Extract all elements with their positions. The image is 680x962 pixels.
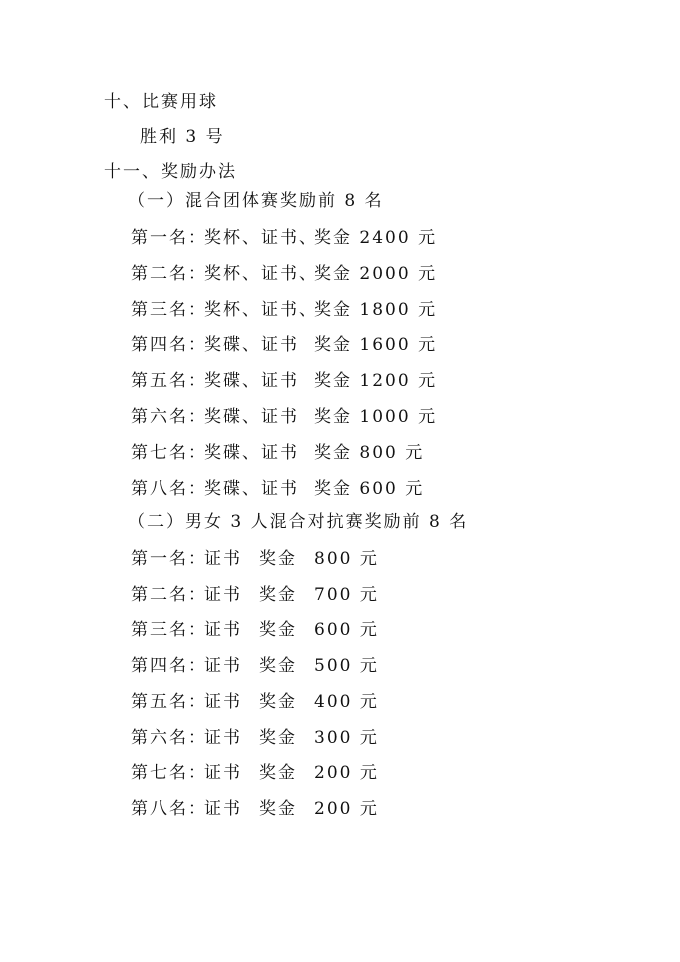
prize-amount: 奖金 600 元 [314, 478, 425, 499]
award-items: 奖碟、证书 [204, 407, 299, 427]
award-items: 证书 [204, 656, 242, 677]
prize-label: 奖金 [259, 763, 297, 784]
rank-label: 第六名： [131, 407, 207, 427]
prize-label: 奖金 [259, 798, 297, 819]
prize-label: 奖金 [259, 620, 297, 641]
prize-label: 奖金 [259, 549, 297, 569]
prize-amount: 200 元 [314, 798, 379, 819]
prize-amount: 奖金 800 元 [314, 442, 425, 463]
award-items: 奖杯、证书、 [204, 263, 318, 284]
section-heading-ball: 十、比赛用球 [104, 92, 218, 112]
award-items: 奖碟、证书 [204, 335, 299, 356]
rank-label: 第三名： [131, 299, 207, 320]
award-items: 证书 [204, 584, 242, 605]
award-items: 证书 [204, 763, 242, 784]
prize-amount: 奖金 1000 元 [314, 407, 438, 427]
award-items: 奖杯、证书、 [204, 299, 318, 320]
rank-label: 第五名： [131, 371, 207, 392]
award-items: 证书 [204, 798, 242, 819]
prize-label: 奖金 [259, 584, 297, 605]
award-items: 奖碟、证书 [204, 371, 299, 392]
award-items: 奖杯、证书、 [204, 228, 318, 248]
mixed3-awards-title: （二）男女 3 人混合对抗赛奖励前 8 名 [128, 512, 469, 532]
rank-label: 第一名： [131, 228, 207, 248]
rank-label: 第八名： [131, 798, 207, 819]
prize-amount: 600 元 [314, 620, 379, 641]
rank-label: 第五名： [131, 691, 207, 712]
section-heading-awards: 十一、奖励办法 [104, 162, 237, 182]
rank-label: 第一名： [131, 549, 207, 569]
prize-label: 奖金 [259, 656, 297, 677]
prize-amount: 奖金 2400 元 [314, 228, 438, 248]
rank-label: 第二名： [131, 584, 207, 605]
award-items: 证书 [204, 691, 242, 712]
prize-amount: 奖金 1200 元 [314, 371, 438, 392]
prize-amount: 800 元 [314, 549, 379, 569]
rank-label: 第七名： [131, 442, 207, 463]
rank-label: 第六名： [131, 727, 207, 748]
prize-label: 奖金 [259, 691, 297, 712]
rank-label: 第七名： [131, 763, 207, 784]
award-items: 证书 [204, 620, 242, 641]
prize-amount: 400 元 [314, 691, 379, 712]
prize-label: 奖金 [259, 727, 297, 748]
award-items: 奖碟、证书 [204, 442, 299, 463]
rank-label: 第二名： [131, 263, 207, 284]
ball-model-text: 胜利 3 号 [140, 127, 225, 147]
award-items: 证书 [204, 727, 242, 748]
team-awards-title: （一）混合团体赛奖励前 8 名 [128, 191, 384, 211]
prize-amount: 500 元 [314, 656, 379, 677]
award-items: 奖碟、证书 [204, 478, 299, 499]
award-items: 证书 [204, 549, 242, 569]
prize-amount: 300 元 [314, 727, 379, 748]
prize-amount: 奖金 2000 元 [314, 263, 438, 284]
rank-label: 第四名： [131, 335, 207, 356]
rank-label: 第四名： [131, 656, 207, 677]
prize-amount: 奖金 1600 元 [314, 335, 438, 356]
prize-amount: 700 元 [314, 584, 379, 605]
prize-amount: 200 元 [314, 763, 379, 784]
rank-label: 第三名： [131, 620, 207, 641]
rank-label: 第八名： [131, 478, 207, 499]
prize-amount: 奖金 1800 元 [314, 299, 438, 320]
